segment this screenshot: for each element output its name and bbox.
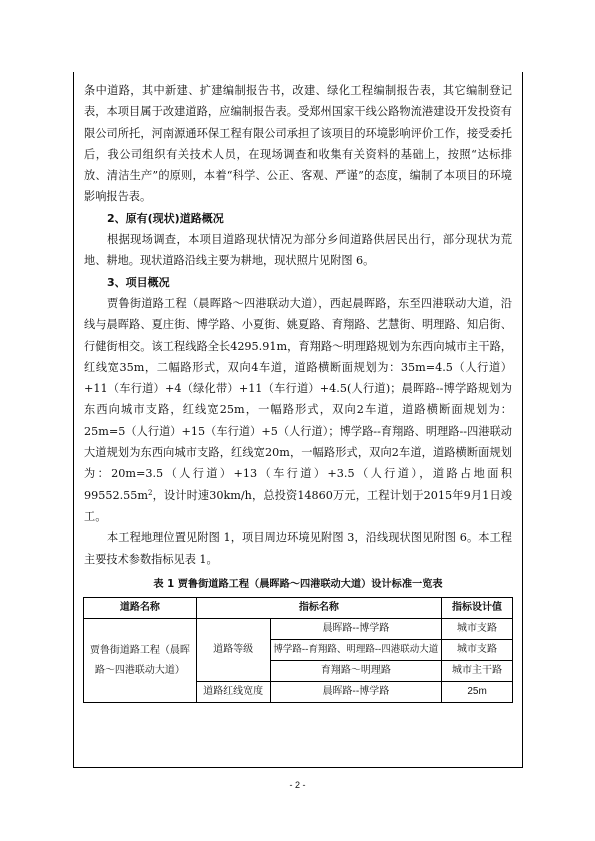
- header-design-value: 指标设计值: [442, 598, 513, 619]
- paragraph-existing-road: 根据现场调查，本项目道路现状情况为部分乡间道路供居民出行，部分现状为荒地、耕地。现状道路沿线主要为耕地，现状照片见附图 6。: [84, 233, 512, 268]
- section-cell: 晨晖路--博学路: [270, 682, 442, 703]
- table-header-row: [84, 598, 513, 619]
- header-road-name: 道路名称: [84, 598, 197, 619]
- road-name-cell: 贾鲁街道路工程（晨晖路～四港联动大道）: [84, 619, 197, 703]
- paragraph-report-basis: 条中道路，其中新建、扩建编制报告书，改建、绿化工程编制报告表，其它编制登记表，本项目属于改建道路，应编制报告表。受郑州国家干线公路物流港建设开发投资有限公司所托，河南源通环保工程有限公司承担了该项目的环境影响评价工作，接受委托后，我公司组织有关技术人员，在现场调查和收集有关资料的基础上，按照“达标排放、清洁生产”的原则，本着“科学、公正、客观、严谨”的态度，编制了本项目的环境影响报告表。: [84, 84, 512, 204]
- paragraph-project-overview: [84, 293, 512, 527]
- project-overview-text-tail: ，设计时速30km/h，总投资14860万元，工程计划于2015年9月1日竣工。: [84, 488, 512, 523]
- section-heading-project-overview: 3、项目概况: [107, 275, 170, 289]
- section-cell: 晨晖路--博学路: [270, 619, 442, 640]
- value-cell: 城市支路: [442, 619, 513, 640]
- road-grade-group-cell: 道路等级: [196, 619, 270, 682]
- page-number: - 2 -: [289, 780, 306, 790]
- value-cell: 25m: [442, 682, 513, 703]
- table-row: [84, 619, 513, 640]
- section-cell: 育翔路～明理路: [270, 661, 442, 682]
- red-line-group-cell: 道路红线宽度: [196, 682, 270, 703]
- document-body: [84, 80, 512, 703]
- section-cell: 博学路--育翔路、明理路--四港联动大道: [270, 640, 442, 661]
- section-heading-existing-road: 2、原有(现状)道路概况: [107, 211, 224, 225]
- project-overview-text: 贾鲁街道路工程（晨晖路～四港联动大道），西起晨晖路，东至四港联动大道，沿线与晨晖路、夏庄街、博学路、小夏街、姚夏路、育翔路、艺慧街、明理路、知启街、行健街相交。该工程线路全长4295.91m，育翔路～明理路规划为东西向城市主干路，红线宽35m，二幅路形式，双向4车道，道路横断面规划为：35m=4.5（人行道）+11（车行道）+4（绿化带）+11（车行道）+4.5(人行道)；晨晖路--博学路规划为东西向城市支路，红线宽25m，一幅路形式，双向2车道，道路横断面规划为：25m=5（人行道）+15（车行道）+5（人行道）；博学路--育翔路、明理路--四港联动大道规划为东西向城市支路，红线宽20m，一幅路形式，双向2车道，道路横断面规划为：20m=3.5（人行道）+13（车行道）+3.5（人行道），道路占地面积99552.55m: [84, 296, 512, 502]
- design-standard-table: [83, 597, 513, 703]
- area-unit-superscript: 2: [148, 488, 153, 497]
- header-indicator-name: 指标名称: [196, 598, 441, 619]
- paragraph-figure-references: 本工程地理位置见附图 1，项目周边环境见附图 3，沿线现状图见附图 6。本工程主要技术参数指标见表 1。: [84, 531, 512, 566]
- table-caption: 表 1 贾鲁街道路工程（晨晖路～四港联动大道）设计标准一览表: [153, 578, 443, 590]
- value-cell: 城市主干路: [442, 661, 513, 682]
- value-cell: 城市支路: [442, 640, 513, 661]
